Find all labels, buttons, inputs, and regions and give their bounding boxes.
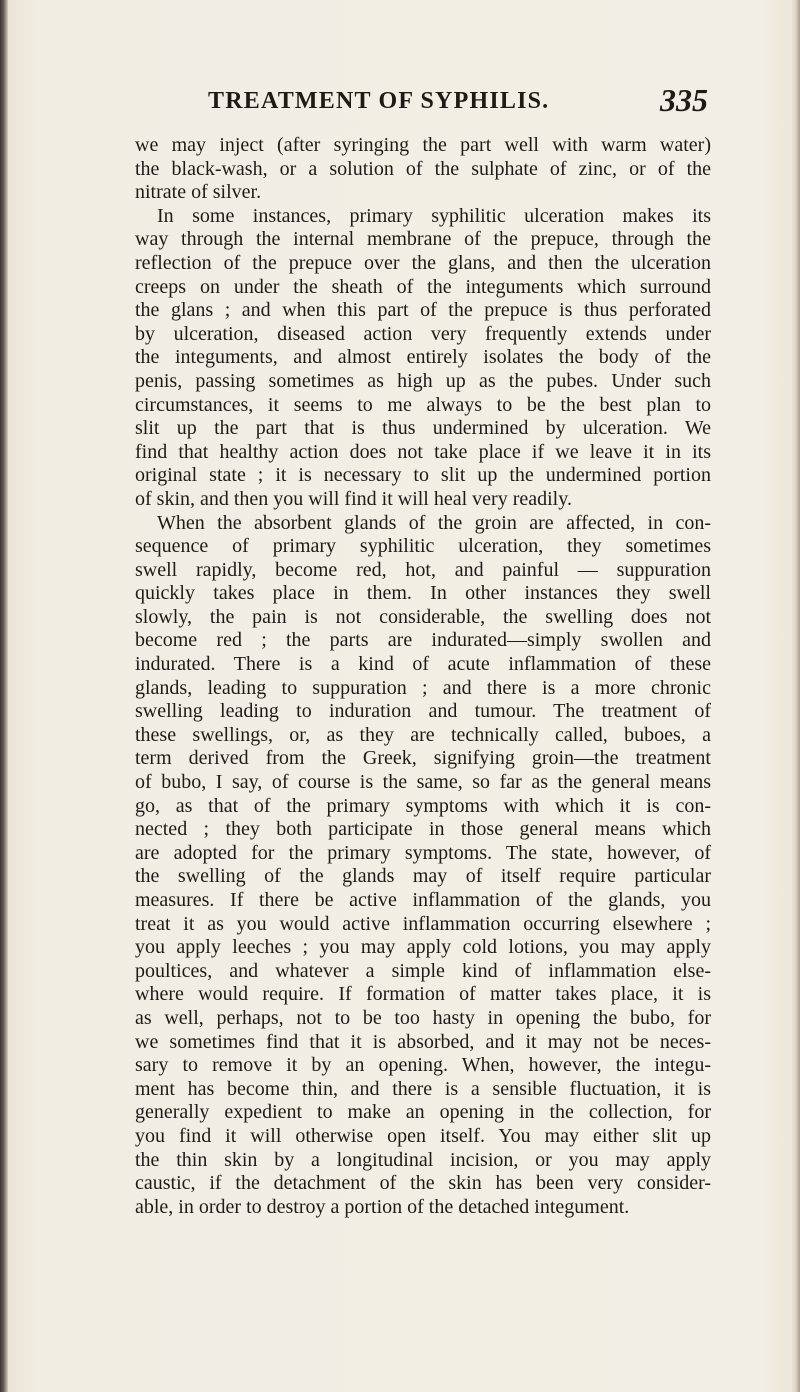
text-line: swell rapidly, become red, hot, and painful — suppuration [135, 558, 711, 581]
text-line: In some instances, primary syphilitic ulceration makes its [157, 204, 711, 227]
text-line: the glans ; and when this part of the prepuce is thus perforated [135, 299, 711, 322]
text-line: we may inject (after syringing the part well with warm water) [135, 134, 711, 156]
text-line: penis, passing sometimes as high up as the pubes. Under such [135, 369, 711, 392]
text-line: we sometimes find that it is absorbed, and it may not be neces- [135, 1030, 711, 1053]
page-number: 335 [660, 82, 708, 118]
text-line: go, as that of the primary symptoms with which it is con- [135, 794, 711, 817]
text-line: quickly takes place in them. In other instances they swell [135, 582, 711, 605]
text-line: the black-wash, or a solution of the sulphate of zinc, or of the [135, 157, 711, 180]
text-line: of skin, and then you will find it will heal very readily. [135, 487, 572, 510]
text-line: creeps on under the sheath of the integuments which surround [135, 275, 711, 298]
text-line: When the absorbent glands of the groin are affected, in con- [157, 511, 711, 534]
running-head-title: TREATMENT OF SYPHILIS. [208, 88, 550, 114]
page-edge-shadow [790, 0, 800, 1392]
text-line: measures. If there be active inflammation of the glands, you [135, 889, 711, 911]
text-line: where would require. If formation of matter takes place, it is [135, 983, 711, 1006]
text-line: way through the internal membrane of the prepuce, through the [135, 228, 711, 251]
text-line: become red ; the parts are indurated—simply swollen and [135, 629, 711, 652]
text-line: nitrate of silver. [135, 181, 262, 204]
text-line: treat it as you would active inflammation occurring elsewhere ; [135, 912, 711, 935]
text-line: reflection of the prepuce over the glans, and then the ulceration [135, 251, 711, 274]
text-line: the swelling of the glands may of itself require particular [135, 865, 711, 888]
text-line: these swellings, or, as they are technically called, buboes, a [135, 723, 711, 746]
text-line: glands, leading to suppuration ; and there is a more chronic [135, 676, 711, 699]
body-text [135, 134, 711, 1219]
text-line: as well, perhaps, not to be too hasty in opening the bubo, for [135, 1006, 711, 1029]
text-line: indurated. There is a kind of acute inflammation of these [135, 653, 711, 676]
text-line: term derived from the Greek, signifying groin—the treatment [135, 747, 711, 770]
text-line: original state ; it is necessary to slit up the undermined portion [135, 464, 711, 487]
text-line: generally expedient to make an opening in the collection, for [135, 1101, 711, 1124]
text-line: nected ; they both participate in those general means which [135, 818, 711, 841]
text-line: swelling leading to induration and tumour. The treatment of [135, 700, 711, 723]
text-line: slit up the part that is thus undermined by ulceration. We [135, 417, 711, 440]
text-line: able, in order to destroy a portion of the detached integument. [135, 1195, 630, 1218]
text-line: you apply leeches ; you may apply cold lotions, you may apply [135, 936, 711, 959]
text-line: circumstances, it seems to me always to be the best plan to [135, 393, 711, 416]
text-line: by ulceration, diseased action very frequently extends under [135, 322, 711, 345]
text-line: sary to remove it by an opening. When, however, the integu- [135, 1054, 711, 1077]
text-line: the thin skin by a longitudinal incision, or you may apply [135, 1148, 711, 1171]
text-line: caustic, if the detachment of the skin has been very consider- [135, 1172, 711, 1195]
text-line: of bubo, I say, of course is the same, so far as the general means [135, 771, 711, 794]
text-line: the integuments, and almost entirely isolates the body of the [135, 346, 711, 369]
text-line: ment has become thin, and there is a sensible fluctuation, it is [135, 1077, 711, 1100]
text-line: are adopted for the primary symptoms. The state, however, of [135, 841, 711, 864]
text-line: sequence of primary syphilitic ulceration, they sometimes [135, 535, 711, 558]
text-line: slowly, the pain is not considerable, the swelling does not [135, 605, 711, 628]
page-gutter-shadow [0, 0, 8, 1392]
text-line: you find it will otherwise open itself. You may either slit up [135, 1124, 711, 1147]
running-head [130, 84, 710, 124]
text-line: find that healthy action does not take place if we leave it in its [135, 440, 711, 463]
text-line: poultices, and whatever a simple kind of inflammation else- [135, 959, 711, 982]
